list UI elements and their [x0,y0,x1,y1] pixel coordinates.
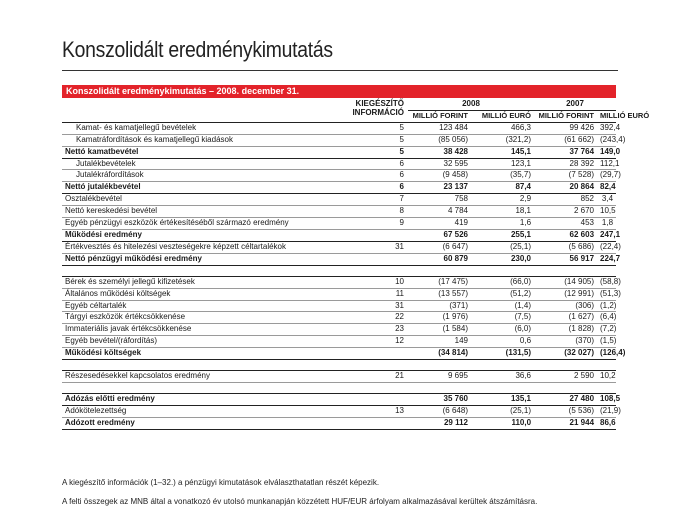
value-huf-2008: (17 475) [408,276,471,288]
value-eur-2007: 1,8 [597,218,616,230]
value-eur-2008: 2,9 [471,194,534,206]
value-huf-2007: (370) [534,336,597,348]
row-label: Működési eredmény [62,229,302,241]
value-eur-2008: (131,5) [471,348,534,360]
value-eur-2008: 36,6 [471,371,534,383]
value-eur-2007: 82,4 [597,182,616,194]
value-eur-2007: 392,4 [597,122,616,134]
table-row [62,300,616,312]
table-row [62,276,616,288]
year-2008-header: 2008 [408,99,534,110]
value-eur-2007: (58,8) [597,276,616,288]
row-note-ref: 5 [302,122,408,134]
value-eur-2008: 87,4 [471,182,534,194]
value-huf-2007: 99 426 [534,122,597,134]
value-eur-2008: (25,1) [471,405,534,417]
value-huf-2007: 56 917 [534,253,597,265]
value-huf-2007: 2 590 [534,371,597,383]
value-eur-2007: (6,4) [597,312,616,324]
value-huf-2007: 28 392 [534,158,597,170]
year-header-row [62,99,616,110]
value-huf-2007: 20 864 [534,182,597,194]
row-note-ref: 6 [302,182,408,194]
value-eur-2008: 1,6 [471,218,534,230]
row-label: Egyéb céltartalék [62,300,302,312]
value-huf-2007: 37 764 [534,146,597,158]
value-huf-2007 [534,382,597,393]
value-huf-2007: (14 905) [534,276,597,288]
value-huf-2007: (306) [534,300,597,312]
value-eur-2007: 112,1 [597,158,616,170]
row-label: Osztalékbevétel [62,194,302,206]
value-huf-2008: (1 584) [408,324,471,336]
info-header-line1: KIEGÉSZÍTŐ [355,99,404,108]
row-note-ref: 7 [302,194,408,206]
table-row [62,218,616,230]
value-eur-2008: 135,1 [471,393,534,405]
value-eur-2007: (21,9) [597,405,616,417]
table-row [62,393,616,405]
value-huf-2007 [534,360,597,371]
table-row [62,122,616,134]
value-huf-2008: 35 760 [408,393,471,405]
value-huf-2008: (6 647) [408,241,471,253]
value-eur-2008: (6,0) [471,324,534,336]
value-huf-2007: 852 [534,194,597,206]
value-huf-2008: 23 137 [408,182,471,194]
row-note-ref: 22 [302,312,408,324]
value-huf-2008: (13 557) [408,288,471,300]
value-eur-2007 [597,382,616,393]
value-eur-2007: (1,5) [597,336,616,348]
value-eur-2008: 0,6 [471,336,534,348]
value-eur-2007 [597,360,616,371]
value-eur-2007: (1,2) [597,300,616,312]
value-huf-2008: 4 784 [408,206,471,218]
table-row [62,405,616,417]
value-eur-2007: (126,4) [597,348,616,360]
row-label: Kamatráfordítások és kamatjellegű kiadások [62,134,302,146]
value-eur-2008: 466,3 [471,122,534,134]
page-title: Konszolidált eredménykimutatás [62,37,333,62]
value-huf-2007: 453 [534,218,597,230]
row-label: Működési költségek [62,348,302,360]
value-huf-2008: (6 648) [408,405,471,417]
footnote-2: A felti összegek az MNB által a vonatkozó év utolsó munkanapján közzétett HUF/EUR árfolyam alkalmazásával kerültek átszámításra. [62,497,538,506]
row-label [62,360,302,371]
row-note-ref: 31 [302,241,408,253]
value-eur-2008: 255,1 [471,229,534,241]
row-note-ref: 6 [302,158,408,170]
value-eur-2007: (22,4) [597,241,616,253]
value-huf-2008: 149 [408,336,471,348]
value-huf-2007 [534,265,597,276]
row-label: Egyéb bevétel/(ráfordítás) [62,336,302,348]
row-label: Bérek és személyi jellegű kifizetések [62,276,302,288]
row-note-ref: 13 [302,405,408,417]
table-row [62,241,616,253]
table-row [62,146,616,158]
row-label: Általános működési költségek [62,288,302,300]
value-eur-2008: 123,1 [471,158,534,170]
value-eur-2008: (25,1) [471,241,534,253]
row-note-ref [302,253,408,265]
value-huf-2008: 29 112 [408,417,471,429]
row-note-ref: 5 [302,146,408,158]
row-label: Jutalékráfordítások [62,170,302,182]
value-huf-2007: (61 662) [534,134,597,146]
value-huf-2007: (5 686) [534,241,597,253]
value-huf-2008: 9 695 [408,371,471,383]
value-eur-2007: 3,4 [597,194,616,206]
row-label: Adózás előtti eredmény [62,393,302,405]
value-huf-2007: (7 528) [534,170,597,182]
value-huf-2008 [408,382,471,393]
value-huf-2008: 67 526 [408,229,471,241]
table-row [62,371,616,383]
unit-huf-2007: MILLIÓ FORINT [534,110,597,122]
row-label [62,265,302,276]
value-huf-2007: (32 027) [534,348,597,360]
row-label: Nettó pénzügyi működési eredmény [62,253,302,265]
row-note-ref: 23 [302,324,408,336]
value-huf-2007: (12 991) [534,288,597,300]
value-eur-2008 [471,265,534,276]
row-label: Részesedésekkel kapcsolatos eredmény [62,371,302,383]
value-eur-2007: (243,4) [597,134,616,146]
row-note-ref: 10 [302,276,408,288]
row-label: Adókötelezettség [62,405,302,417]
table-row [62,336,616,348]
unit-eur-2008: MILLIÓ EURÓ [471,110,534,122]
value-eur-2007: 10,5 [597,206,616,218]
value-eur-2008: (1,4) [471,300,534,312]
table-row [62,417,616,429]
table-row [62,229,616,241]
row-note-ref [302,265,408,276]
row-note-ref: 21 [302,371,408,383]
table-row [62,206,616,218]
row-note-ref: 5 [302,134,408,146]
row-note-ref: 8 [302,206,408,218]
row-label [62,382,302,393]
info-header-line2: INFORMÁCIÓ [352,108,404,117]
value-eur-2007: 10,2 [597,371,616,383]
value-eur-2008: 230,0 [471,253,534,265]
title-divider [62,70,618,71]
value-huf-2007: (5 536) [534,405,597,417]
row-label: Jutalékbevételek [62,158,302,170]
value-huf-2008: (371) [408,300,471,312]
row-label: Értékvesztés és hitelezési veszteségekre képzett céltartalékok [62,241,302,253]
table-row [62,265,616,276]
value-huf-2007: 27 480 [534,393,597,405]
info-column-header [302,99,408,122]
table-row [62,194,616,206]
row-note-ref [302,417,408,429]
value-eur-2007: 149,0 [597,146,616,158]
value-huf-2007: (1 627) [534,312,597,324]
value-huf-2007: 2 670 [534,206,597,218]
unit-eur-2007: MILLIÓ EURÓ [597,110,616,122]
table-row [62,182,616,194]
footnote-1: A kiegészítő információk (1–32.) a pénzügyi kimutatások elválaszthatatlan részét képezik. [62,478,380,487]
value-huf-2008: (34 814) [408,348,471,360]
value-eur-2007: 247,1 [597,229,616,241]
year-2007-header: 2007 [534,99,616,110]
value-eur-2008: (51,2) [471,288,534,300]
value-eur-2008: 145,1 [471,146,534,158]
row-label: Nettó jutalékbevétel [62,182,302,194]
table-title-bar: Konszolidált eredménykimutatás – 2008. december 31. [62,85,616,98]
value-huf-2008: (1 976) [408,312,471,324]
table-row [62,348,616,360]
value-huf-2008: 60 879 [408,253,471,265]
unit-huf-2008: MILLIÓ FORINT [408,110,471,122]
row-note-ref: 11 [302,288,408,300]
value-eur-2007: 86,6 [597,417,616,429]
value-eur-2007: (7,2) [597,324,616,336]
row-note-ref [302,393,408,405]
value-huf-2008: (9 458) [408,170,471,182]
row-label: Egyéb pénzügyi eszközök értékesítéséből származó eredmény [62,218,302,230]
row-note-ref [302,348,408,360]
table-row [62,288,616,300]
row-label: Nettó kamatbevétel [62,146,302,158]
table-row [62,158,616,170]
value-huf-2008: 419 [408,218,471,230]
table-row [62,324,616,336]
value-huf-2008 [408,265,471,276]
row-note-ref: 12 [302,336,408,348]
row-label: Adózott eredmény [62,417,302,429]
value-eur-2007: (29,7) [597,170,616,182]
value-eur-2007: 108,5 [597,393,616,405]
value-eur-2007: (51,3) [597,288,616,300]
row-label: Kamat- és kamatjellegű bevételek [62,122,302,134]
value-huf-2008 [408,360,471,371]
value-eur-2008: (35,7) [471,170,534,182]
value-eur-2008: (321,2) [471,134,534,146]
value-huf-2008: (85 056) [408,134,471,146]
row-note-ref: 6 [302,170,408,182]
value-eur-2008 [471,360,534,371]
row-label: Tárgyi eszközök értékcsökkenése [62,312,302,324]
value-huf-2008: 758 [408,194,471,206]
table-row [62,170,616,182]
value-huf-2007: 62 603 [534,229,597,241]
value-eur-2008: (7,5) [471,312,534,324]
value-eur-2008 [471,382,534,393]
row-note-ref: 31 [302,300,408,312]
value-huf-2008: 38 428 [408,146,471,158]
table-row [62,382,616,393]
value-eur-2008: (66,0) [471,276,534,288]
value-eur-2008: 110,0 [471,417,534,429]
value-eur-2007 [597,265,616,276]
row-label: Nettó kereskedési bevétel [62,206,302,218]
income-statement-table [62,99,650,430]
row-note-ref: 9 [302,218,408,230]
value-huf-2008: 123 484 [408,122,471,134]
value-eur-2008: 18,1 [471,206,534,218]
value-huf-2007: (1 828) [534,324,597,336]
row-note-ref [302,229,408,241]
table-row [62,253,616,265]
value-huf-2008: 32 595 [408,158,471,170]
table-row [62,312,616,324]
table-row [62,360,616,371]
value-eur-2007: 224,7 [597,253,616,265]
row-note-ref [302,382,408,393]
row-label: Immateriális javak értékcsökkenése [62,324,302,336]
footnotes [62,478,537,516]
row-note-ref [302,360,408,371]
table-row [62,134,616,146]
value-huf-2007: 21 944 [534,417,597,429]
